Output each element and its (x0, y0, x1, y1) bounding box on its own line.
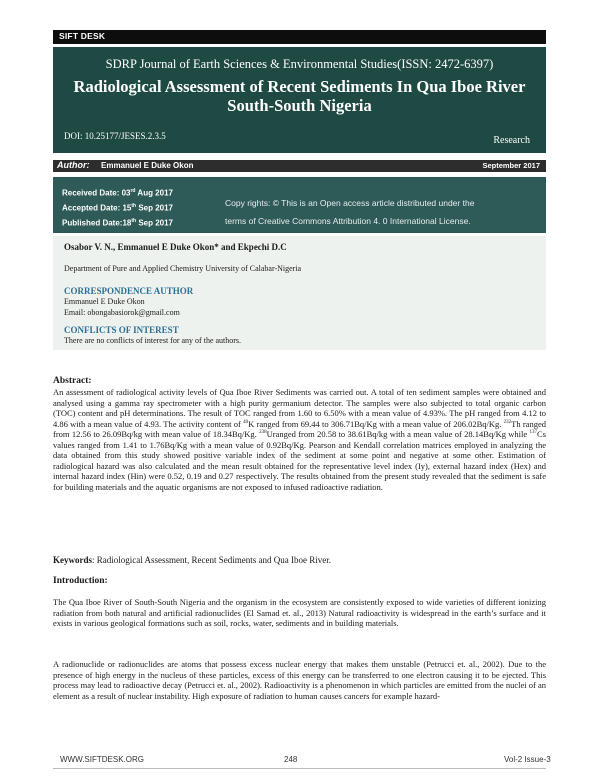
abstract-body: An assessment of radiological activity levels of Qua Iboe River Sediments was carried out. A total of ten sediment samples were obtained and analysed using a gamma ray spectrometer with a high purity germanium detector. The samples were also subjected to total organic carbon (TOC) content and pH determinations. The result of TOC ranged from 1.60 to 6.50% with a mean value of 4.93%. The pH ranged from 4.12 to 4.86 with a mean value of 4.93. The activity content of $^{40}$K ranged from 69.44 to 306.71Bq/Kg with a mean value of 206.02Bq/Kg. $^{232}$Th ranged from 12.56 to 26.09Bq/kg with mean value of 18.34Bq/Kg. $^{238}$Uranged from 20.58 to 38.61Bq/kg with a mean value of 28.14Bq/Kg while $^{137}$Cs values ranged from 1.41 to 1.76Bq/Kg with a mean value of 0.92Bq/Kg. Pearson and Kendall correlation matrices employed in analyzing the data obtained from this study showed positive variable index of the sediment at some point and negative at some other. Estimation of radiological hazard was also calculated and the mean result obtained for the representative level index (Iy), external hazard index (Hex) and internal hazard index (Hin) were 0.52, 0.19 and 0.27 respectively. The results obtained from the present study revealed that the sediment is safe for building materials and the aquatic organisms are not exposed to infused radioactive radiation. (53, 387, 546, 492)
conflicts-heading: CONFLICTS OF INTEREST (64, 325, 179, 335)
introduction-heading: Introduction: (53, 576, 108, 586)
intro-paragraph-1: The Qua Iboe River of South-South Nigeria and the organism in the ecosystem are consistently exposed to wide varieties of different ionizing radiation from both natural and artificial radionuclides (El Samad et. al., 2013) Natural radioactivity is widespread in the earth’s surface and it exists in various geological formations such as soil, rocks, water, sediments and in building materials. (53, 597, 546, 628)
department: Department of Pure and Applied Chemistry University of Calabar-Nigeria (64, 264, 302, 273)
title-line-2: South-South Nigeria (227, 96, 372, 115)
journal-name: SDRP Journal of Earth Sciences & Environmental Studies(ISSN: 2472-6397) (105, 57, 494, 71)
brand-name: SIFT DESK (59, 31, 106, 41)
copyright-notice: Copy rights: © This is an Open access article distributed under the terms of Creative Commons Attribution 4. 0 International License. (225, 198, 475, 226)
footer-divider (53, 768, 546, 769)
conflicts-text: There are no conflicts of interest for any of the authors. (64, 336, 242, 345)
publication-month: September 2017 (482, 161, 540, 170)
footer-issue: Vol-2 Issue-3 (504, 755, 551, 764)
affiliation-box (53, 236, 546, 350)
doi[interactable]: DOI: 10.25177/JESES.2.3.5 (64, 131, 166, 141)
brand-bar (53, 30, 546, 44)
correspondence-name: Emmanuel E Duke Okon (64, 297, 145, 306)
page-number: 248 (284, 755, 298, 764)
author-name: Emmanuel E Duke Okon (101, 161, 194, 170)
correspondence-email[interactable]: Email: obongabasiorok@gmail.com (64, 308, 180, 317)
author-list: Osabor V. N., Emmanuel E Duke Okon* and Ekpechi D.C (64, 242, 287, 252)
dates-box (53, 177, 546, 233)
article-title (63, 77, 536, 115)
accepted-date: Accepted Date: 15th Sep 2017 (62, 203, 174, 213)
footer-website[interactable]: WWW.SIFTDESK.ORG (60, 755, 144, 764)
abstract-heading: Abstract: (53, 376, 92, 386)
article-type: Research (493, 135, 530, 146)
title-line-1: Radiological Assessment of Recent Sediments In Qua Iboe River (73, 77, 526, 96)
published-date: Published Date:18th Sep 2017 (62, 218, 174, 228)
intro-paragraph-2: A radionuclide or radionuclides are atoms that possess excess nuclear energy that makes them unstable (Petrucci et. al., 2002). Due to the presence of high energy in the nucleus of these particles, excess of this energy can be transferred to one electron causing it to be ejected. This process may lead to radioactive decay (Petrucci et. al., 2002). Radioactivity is a phenomenon in which particles are emitted from the nuclei of an element as a result of nuclear instability. High exposure of radiation to human causes cancers for example hazard- (53, 659, 546, 701)
received-date: Received Date: 03rd Aug 2017 (62, 188, 173, 198)
author-label: Author: (57, 160, 90, 170)
article-header (53, 47, 546, 153)
author-bar (53, 160, 546, 172)
correspondence-heading: CORRESPONDENCE AUTHOR (64, 286, 194, 296)
keywords: Keywords: Radiological Assessment, Recent Sediments and Qua Iboe River. (53, 555, 331, 565)
